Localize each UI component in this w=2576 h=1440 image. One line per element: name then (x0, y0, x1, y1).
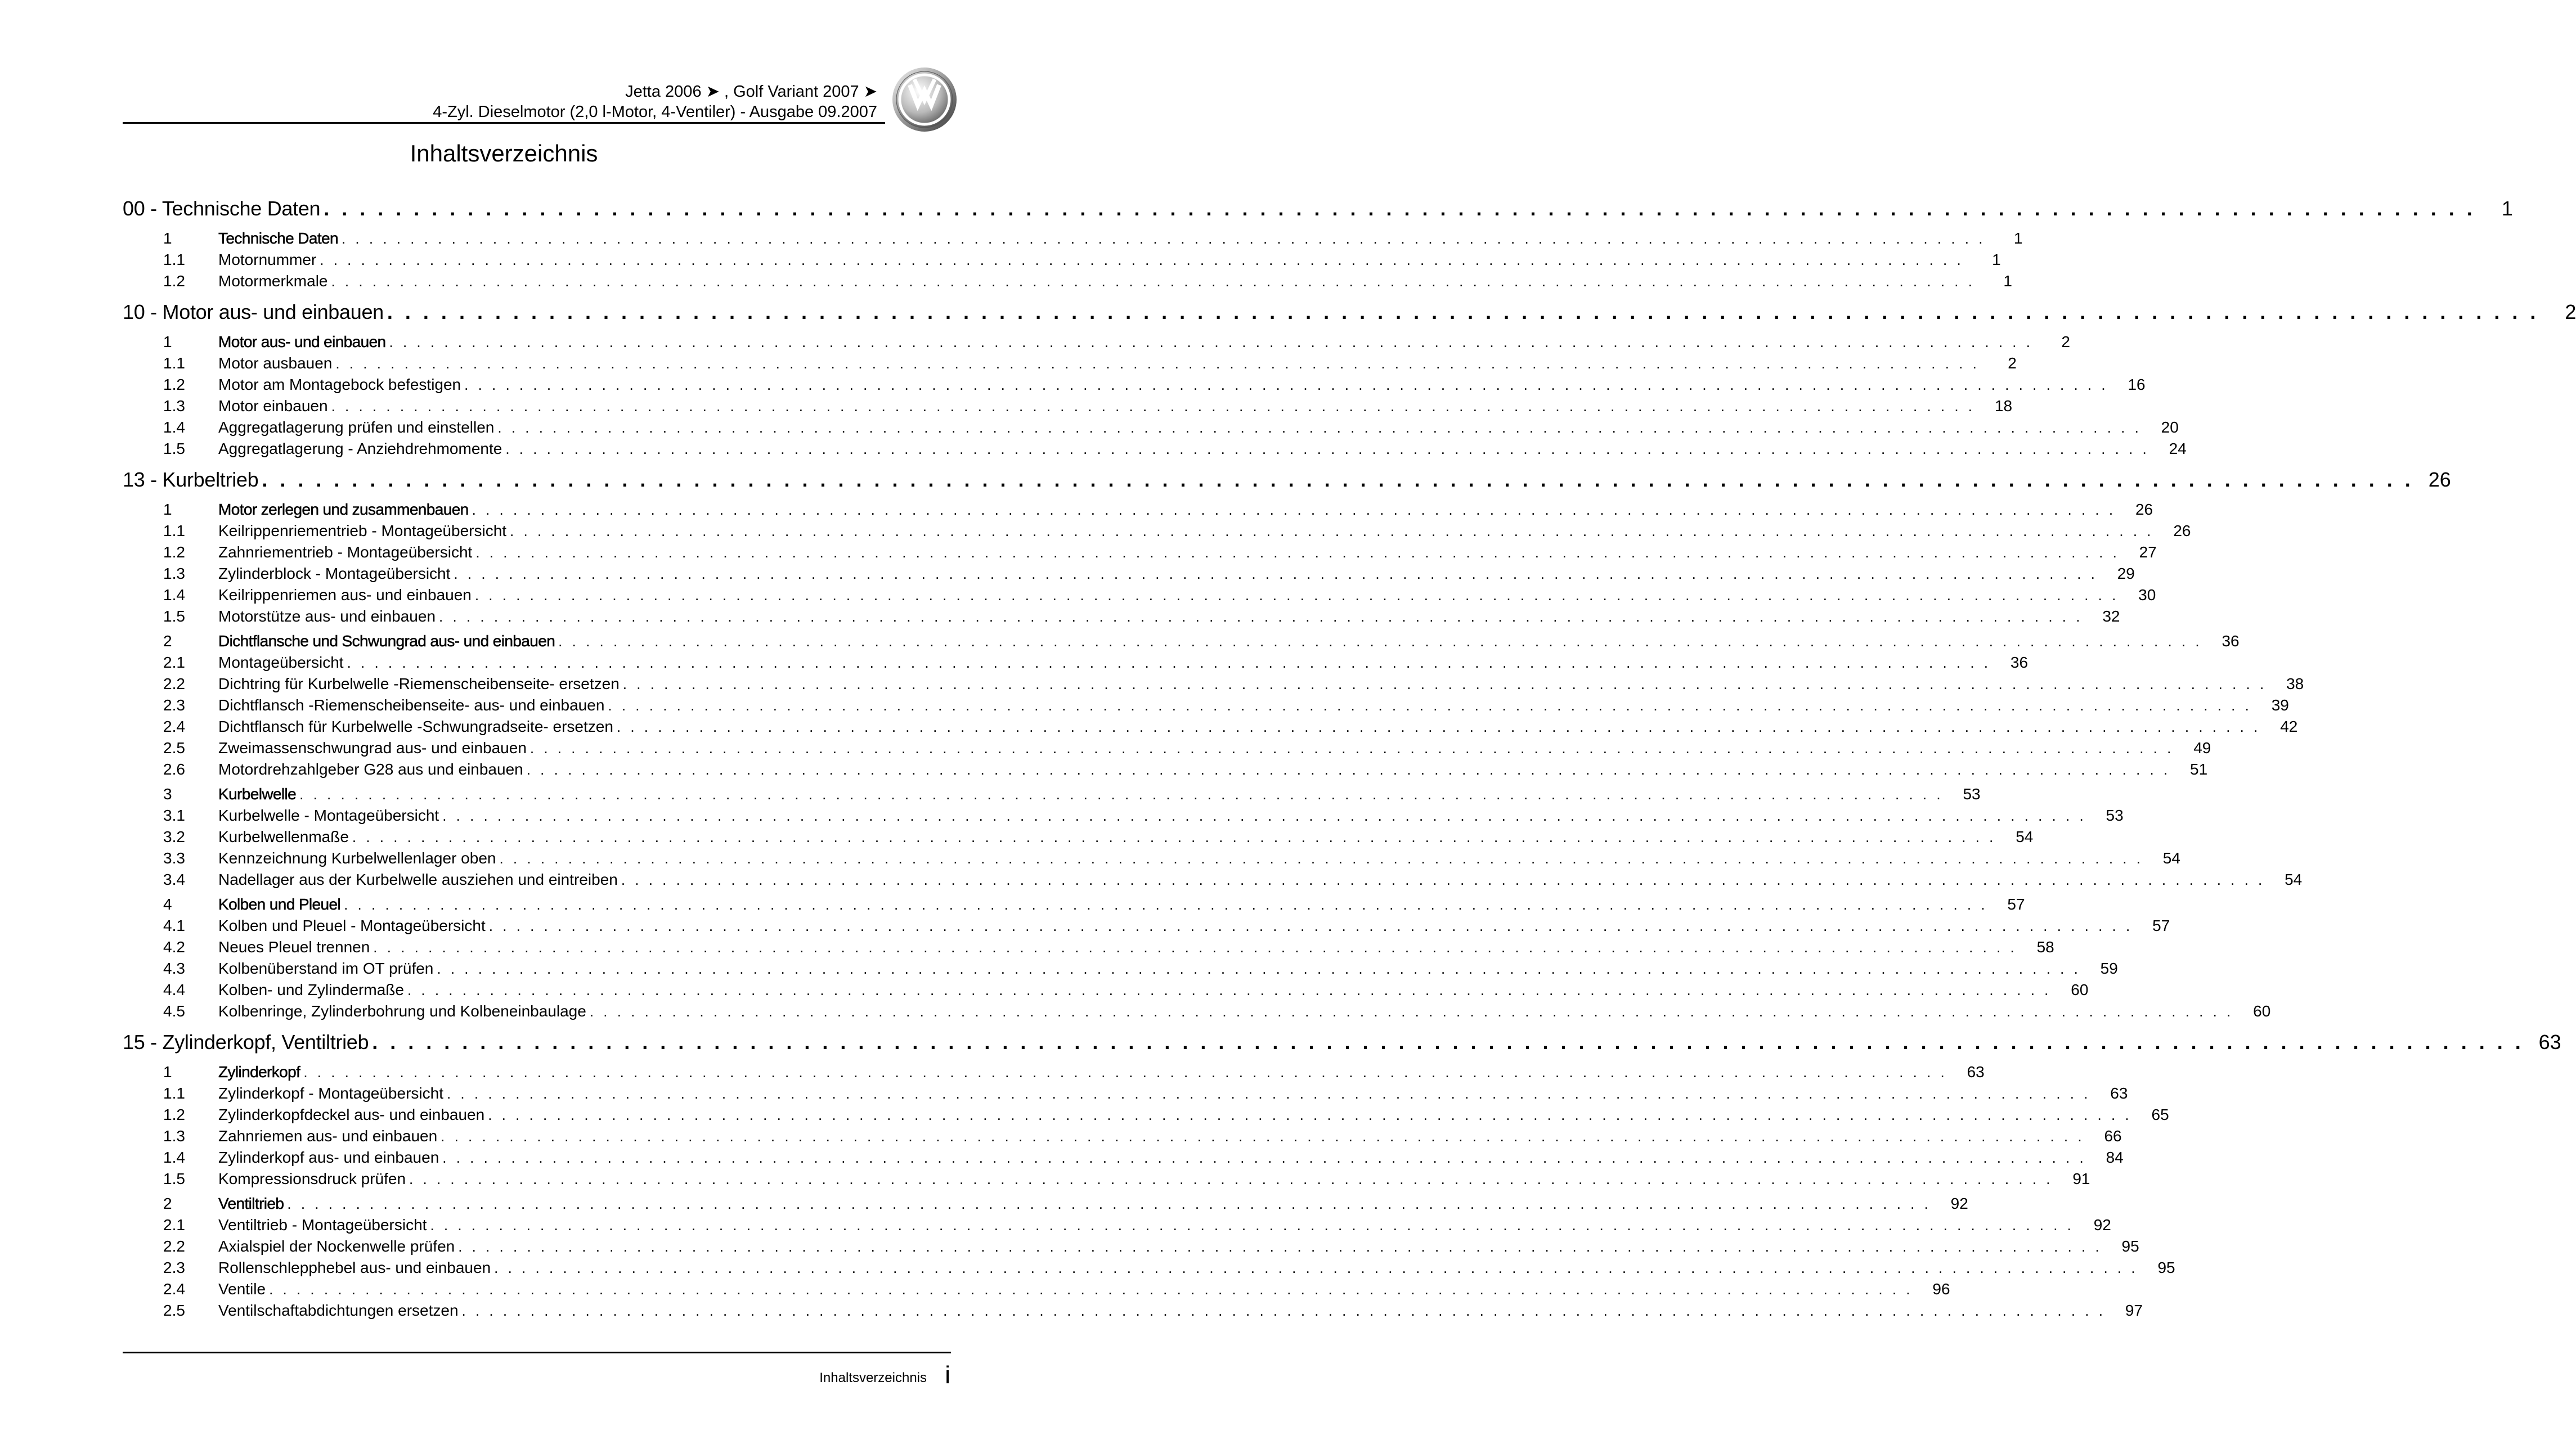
toc-entry-title: Kolben- und Zylindermaße (218, 981, 404, 998)
toc-entry[interactable] (123, 1216, 2111, 1238)
toc-dot-leader: . . . . . . . . . . . . . . . . . . . . . . . . . . . . . . . . . . . . . . . . . . . . . . . . . . . . . . . . . . . . . . . . . . . . . . . . . . . . . . . . . . . . . . . . . . . . . . . . . . . . . . . . . . . . . . . . . . . . . . . . (407, 982, 2052, 998)
toc-entry-number: 1.3 (163, 1127, 185, 1145)
toc-chapter-title: 15 - Zylinderkopf, Ventiltrieb (123, 1030, 369, 1054)
toc-entry-page: 92 (1950, 1195, 1968, 1212)
toc-dot-leader: . . . . . . . . . . . . . . . . . . . . . . . . . . . . . . . . . . . . . . . . . . . . . . . . . . . . . . . . . . . . . . . . . . . . . . . . . . . . . . . . . . . . . . . . . . . . . . . . . . . . . . . . . . . . . . . . . . . . . . . . (409, 1171, 2053, 1187)
toc-entry-page: 97 (2125, 1302, 2143, 1319)
toc-entry-title: Motor einbauen (218, 397, 328, 415)
footer-page-number: i (945, 1361, 950, 1389)
toc-entry-title: Keilrippenriementrieb - Montageübersicht (218, 522, 507, 539)
toc-entry-page: 65 (2151, 1106, 2169, 1123)
toc-entry-page: 1 (1992, 251, 2001, 268)
toc-entry-title: Axialspiel der Nockenwelle prüfen (218, 1238, 455, 1255)
toc-entry[interactable] (123, 251, 2001, 272)
toc-entry-page: 54 (2016, 828, 2034, 845)
toc-entry-title: Rollenschlepphebel aus- und einbauen (218, 1259, 491, 1276)
toc-entry-page: 24 (2169, 440, 2187, 457)
toc-dot-leader: . . . . . . . . . . . . . . . . . . . . . . . . . . . . . . . . . . . . . . . . . . . . . . . . . . . . . . . . . . . . . . . . . . . . . . . . . . . . . . . . . . . . . . . . . . . . . . . . . . . . . . . . . . . . . . . . . . . . . . . . (372, 1030, 2524, 1054)
toc-entry[interactable] (123, 1280, 1950, 1302)
toc-entry-title: Kennzeichnung Kurbelwellenlager oben (218, 849, 496, 867)
toc-entry-title: Ventilschaftabdichtungen ersetzen (218, 1302, 459, 1319)
toc-entry-title: Motordrehzahlgeber G28 aus und einbauen (218, 760, 523, 778)
toc-dot-leader: . . . . . . . . . . . . . . . . . . . . . . . . . . . . . . . . . . . . . . . . . . . . . . . . . . . . . . . . . . . . . . . . . . . . . . . . . . . . . . . . . . . . . . . . . . . . . . . . . . . . . . . . . . . . . . . . . . . . . . . . (352, 829, 1996, 845)
toc-entry[interactable] (123, 1238, 2139, 1259)
toc-entry-title: Nadellager aus der Kurbelwelle ausziehen und eintreiben (218, 871, 618, 888)
toc-entry-number: 2.3 (163, 1259, 185, 1276)
toc-entry-title: Zylinderkopfdeckel aus- und einbauen (218, 1106, 485, 1123)
toc-entry-page: 20 (2161, 418, 2179, 436)
toc-entry-number: 3.4 (163, 871, 185, 888)
toc-dot-leader: . . . . . . . . . . . . . . . . . . . . . . . . . . . . . . . . . . . . . . . . . . . . . . . . . . . . . . . . . . . . . . . . . . . . . . . . . . . . . . . . . . . . . . . . . . . . . . . . . . . . . . . . . . . . . . . . . . . . . . . . (347, 654, 1991, 671)
toc-entry-page: 38 (2286, 675, 2304, 692)
toc-entry[interactable] (123, 333, 2070, 354)
toc-entry-number: 2 (163, 1195, 172, 1212)
toc-entry[interactable] (123, 718, 2298, 739)
toc-entry-number: 1 (163, 1063, 172, 1081)
toc-entry-page: 2 (2061, 333, 2070, 350)
toc-entry-number: 1 (163, 230, 172, 247)
toc-chapter[interactable] (123, 1030, 2561, 1061)
toc-entry-title: Kompressionsdruck prüfen (218, 1170, 406, 1187)
toc-entry-page: 96 (1932, 1280, 1950, 1298)
toc-entry-number: 2.6 (163, 760, 185, 778)
toc-entry-page: 1 (2013, 230, 2023, 247)
toc-entry-title: Zylinderkopf aus- und einbauen (218, 1149, 439, 1166)
toc-dot-leader: . . . . . . . . . . . . . . . . . . . . . . . . . . . . . . . . . . . . . . . . . . . . . . . . . . . . . . . . . . . . . . . . . . . . . . . . . . . . . . . . . . . . . . . . . . . . . . . . . . . . . . . . . . . . . . . . . . . . . . . . (497, 419, 2142, 436)
toc-chapter-page: 63 (2538, 1030, 2561, 1054)
toc-entry-page: 1 (2003, 272, 2012, 290)
toc-entry-title: Montageübersicht (218, 654, 344, 671)
toc-entry-page: 51 (2190, 760, 2208, 778)
toc-entry[interactable] (123, 543, 2157, 565)
toc-entry-number: 4.5 (163, 1002, 185, 1020)
toc-entry-number: 2.5 (163, 1302, 185, 1319)
toc-entry-page: 54 (2285, 871, 2303, 888)
toc-entry-title: Zylinderkopf (218, 1063, 300, 1081)
toc-dot-leader: . . . . . . . . . . . . . . . . . . . . . . . . . . . . . . . . . . . . . . . . . . . . . . . . . . . . . . . . . . . . . . . . . . . . . . . . . . . . . . . . . . . . . . . . . . . . . . . . . . . . . . . . . . . . . . . . . . . . . . . . (488, 1106, 2132, 1123)
toc-chapter-page: 1 (2501, 197, 2513, 220)
toc-entry-title: Aggregatlagerung - Anziehdrehmomente (218, 440, 502, 457)
toc-entry-title: Aggregatlagerung prüfen und einstellen (218, 418, 495, 436)
toc-entry-page: 26 (2135, 501, 2153, 518)
toc-entry-number: 4.2 (163, 938, 185, 956)
toc-entry-number: 3.3 (163, 849, 185, 867)
toc-entry-title: Kolbenüberstand im OT prüfen (218, 960, 434, 977)
toc-entry-page: 84 (2106, 1149, 2124, 1166)
toc-entry-title: Kurbelwelle - Montageübersicht (218, 807, 439, 824)
toc-dot-leader: . . . . . . . . . . . . . . . . . . . . . . . . . . . . . . . . . . . . . . . . . . . . . . . . . . . . . . . . . . . . . . . . . . . . . . . . . . . . . . . . . . . . . . . . . . . . . . . . . . . . . . . . . . . . . . . . . . . . . . . . (344, 896, 1988, 913)
toc-entry-title: Kolben und Pleuel - Montageübersicht (218, 917, 486, 934)
toc-entry[interactable] (123, 828, 2034, 849)
toc-entry-page: 92 (2093, 1216, 2111, 1234)
toc-entry-title: Kolbenringe, Zylinderbohrung und Kolbeneinbaulage (218, 1002, 586, 1020)
toc-entry-number: 4.1 (163, 917, 185, 934)
toc-entry-title: Neues Pleuel trennen (218, 938, 370, 956)
toc-dot-leader: . . . . . . . . . . . . . . . . . . . . . . . . . . . . . . . . . . . . . . . . . . . . . . . . . . . . . . . . . . . . . . . . . . . . . . . . . . . . . . . . . . . . . . . . . . . . . . . . . . . . . . . . . . . . . . . . . . . . . . . . (616, 718, 2261, 735)
toc-entry-page: 27 (2139, 543, 2157, 561)
toc-dot-leader: . . . . . . . . . . . . . . . . . . . . . . . . . . . . . . . . . . . . . . . . . . . . . . . . . . . . . . . . . . . . . . . . . . . . . . . . . . . . . . . . . . . . . . . . . . . . . . . . . . . . . . . . . . . . . . . . . . . . . . . . (494, 1259, 2138, 1276)
toc-entry[interactable] (123, 1084, 2128, 1106)
toc-entry[interactable] (123, 785, 1981, 807)
toc-entry-number: 1.3 (163, 397, 185, 415)
toc-dot-leader: . . . . . . . . . . . . . . . . . . . . . . . . . . . . . . . . . . . . . . . . . . . . . . . . . . . . . . . . . . . . . . . . . . . . . . . . . . . . . . . . . . . . . . . . . . . . . . . . . . . . . . . . . . . . . . . . . . . . . . . . (389, 334, 2033, 350)
toc-entry-title: Motormerkmale (218, 272, 328, 290)
toc-entry-title: Motor am Montagebock befestigen (218, 376, 461, 393)
toc-entry-number: 1.3 (163, 565, 185, 582)
toc-entry-number: 2.1 (163, 1216, 185, 1234)
toc-entry[interactable] (123, 760, 2208, 782)
toc-entry-number: 3.1 (163, 807, 185, 824)
toc-entry[interactable] (123, 1063, 1985, 1084)
toc-entry-title: Motor zerlegen und zusammenbauen (218, 501, 469, 518)
toc-dot-leader: . . . . . . . . . . . . . . . . . . . . . . . . . . . . . . . . . . . . . . . . . . . . . . . . . . . . . . . . . . . . . . . . . . . . . . . . . . . . . . . . . . . . . . . . . . . . . . . . . . . . . . . . . . . . . . . . . . . . . . . . (442, 807, 2086, 824)
toc-entry-number: 1.1 (163, 354, 185, 372)
toc-entry-title: Dichtflansche und Schwungrad aus- und einbauen (218, 632, 555, 650)
toc-entry-page: 2 (2008, 354, 2017, 372)
toc-entry-page: 60 (2253, 1002, 2271, 1020)
page-title: Inhaltsverzeichnis (410, 140, 598, 166)
toc-entry-number: 2.5 (163, 739, 185, 757)
toc-entry-number: 2.4 (163, 718, 185, 735)
table-of-contents (123, 197, 2576, 1323)
toc-entry[interactable] (123, 654, 2029, 675)
toc-entry-page: 16 (2128, 376, 2146, 393)
toc-entry[interactable] (123, 917, 2170, 938)
toc-dot-leader: . . . . . . . . . . . . . . . . . . . . . . . . . . . . . . . . . . . . . . . . . . . . . . . . . . . . . . . . . . . . . . . . . . . . . . . . . . . . . . . . . . . . . . . . . . . . . . . . . . . . . . . . . . . . . . . . . . . . . . . . (472, 501, 2116, 518)
toc-chapter[interactable] (123, 300, 2576, 331)
toc-entry-number: 3.2 (163, 828, 185, 845)
toc-entry-title: Ventiltrieb - Montageübersicht (218, 1216, 427, 1234)
toc-entry[interactable] (123, 938, 2054, 960)
toc-entry-number: 2.2 (163, 675, 185, 692)
toc-entry-number: 1.5 (163, 608, 185, 625)
toc-entry[interactable] (123, 960, 2118, 981)
toc-entry[interactable] (123, 1002, 2271, 1024)
toc-entry[interactable] (123, 418, 2179, 440)
toc-entry-title: Kurbelwellenmaße (218, 828, 349, 845)
toc-dot-leader: . . . . . . . . . . . . . . . . . . . . . . . . . . . . . . . . . . . . . . . . . . . . . . . . . . . . . . . . . . . . . . . . . . . . . . . . . . . . . . . . . . . . . . . . . . . . . . . . . . . . . . . . . . . . . . . . . . . . . . . . (303, 1064, 1947, 1081)
toc-entry-title: Dichtflansch -Riemenscheibenseite- aus- und einbauen (218, 696, 605, 714)
toc-dot-leader: . . . . . . . . . . . . . . . . . . . . . . . . . . . . . . . . . . . . . . . . . . . . . . . . . . . . . . . . . . . . . . . . . . . . . . . . . . . . . . . . . . . . . . . . . . . . . . . . . . . . . . . . . . . . . . . . . . . . . . . . (287, 1195, 1931, 1212)
vw-logo-icon (891, 66, 958, 133)
toc-entry-number: 4.4 (163, 981, 185, 998)
toc-entry-number: 1 (163, 501, 172, 518)
toc-entry-number: 3 (163, 785, 172, 803)
toc-entry[interactable] (123, 1259, 2175, 1280)
toc-dot-leader: . . . . . . . . . . . . . . . . . . . . . . . . . . . . . . . . . . . . . . . . . . . . . . . . . . . . . . . . . . . . . . . . . . . . . . . . . . . . . . . . . . . . . . . . . . . . . . . . . . . . . . . . . . . . . . . . . . . . . . . . (526, 761, 2171, 778)
toc-dot-leader: . . . . . . . . . . . . . . . . . . . . . . . . . . . . . . . . . . . . . . . . . . . . . . . . . . . . . . . . . . . . . . . . . . . . . . . . . . . . . . . . . . . . . . . . . . . . . . . . . . . . . . . . . . . . . . . . . . . . . . . . (474, 587, 2119, 604)
toc-entry[interactable] (123, 440, 2187, 461)
toc-entry-number: 2.3 (163, 696, 185, 714)
toc-dot-leader: . . . . . . . . . . . . . . . . . . . . . . . . . . . . . . . . . . . . . . . . . . . . . . . . . . . . . . . . . . . . . . . . . . . . . . . . . . . . . . . . . . . . . . . . . . . . . . . . . . . . . . . . . . . . . . . . . . . . . . . . (454, 565, 2098, 582)
toc-dot-leader: . . . . . . . . . . . . . . . . . . . . . . . . . . . . . . . . . . . . . . . . . . . . . . . . . . . . . . . . . . . . . . . . . . . . . . . . . . . . . . . . . . . . . . . . . . . . . . . . . . . . . . . . . . . . . . . . . . . . . . . . (320, 251, 1964, 268)
toc-entry-page: 58 (2036, 938, 2054, 956)
toc-dot-leader: . . . . . . . . . . . . . . . . . . . . . . . . . . . . . . . . . . . . . . . . . . . . . . . . . . . . . . . . . . . . . . . . . . . . . . . . . . . . . . . . . . . . . . . . . . . . . . . . . . . . . . . . . . . . . . . . . . . . . . . . (341, 230, 1986, 247)
toc-entry[interactable] (123, 632, 2240, 654)
toc-entry-number: 1 (163, 333, 172, 350)
toc-entry-number: 1.2 (163, 376, 185, 393)
toc-entry-page: 95 (2157, 1259, 2175, 1276)
header-vehicles: Jetta 2006 ➤ , Golf Variant 2007 ➤ (625, 83, 877, 101)
toc-dot-leader: . . . . . . . . . . . . . . . . . . . . . . . . . . . . . . . . . . . . . . . . . . . . . . . . . . . . . . . . . . . . . . . . . . . . . . . . . . . . . . . . . . . . . . . . . . . . . . . . . . . . . . . . . . . . . . . . . . . . . . . . (558, 633, 2202, 650)
toc-entry-page: 54 (2162, 849, 2180, 867)
toc-entry-page: 57 (2152, 917, 2170, 934)
toc-entry-page: 95 (2121, 1238, 2139, 1255)
toc-entry[interactable] (123, 501, 2153, 522)
toc-entry-title: Zahnriemen aus- und einbauen (218, 1127, 438, 1145)
toc-entry-page: 63 (1967, 1063, 1985, 1081)
toc-entry-number: 2 (163, 632, 172, 650)
toc-entry[interactable] (123, 1127, 2122, 1149)
toc-entry[interactable] (123, 981, 2089, 1002)
toc-entry-number: 1.4 (163, 418, 185, 436)
toc-entry[interactable] (123, 608, 2120, 629)
toc-entry-number: 2.4 (163, 1280, 185, 1298)
toc-dot-leader: . . . . . . . . . . . . . . . . . . . . . . . . . . . . . . . . . . . . . . . . . . . . . . . . . . . . . . . . . . . . . . . . . . . . . . . . . . . . . . . . . . . . . . . . . . . . . . . . . . . . . . . . . . . . . . . . . . . . . . . . (299, 786, 1944, 803)
toc-chapter-title: 10 - Motor aus- und einbauen (123, 300, 384, 323)
toc-entry-page: 29 (2117, 565, 2135, 582)
toc-entry[interactable] (123, 354, 2017, 376)
toc-entry-page: 42 (2280, 718, 2298, 735)
toc-entry-number: 4.3 (163, 960, 185, 977)
toc-entry-page: 57 (2007, 896, 2025, 913)
toc-entry-title: Motorstütze aus- und einbauen (218, 608, 436, 625)
toc-dot-leader: . . . . . . . . . . . . . . . . . . . . . . . . . . . . . . . . . . . . . . . . . . . . . . . . . . . . . . . . . . . . . . . . . . . . . . . . . . . . . . . . . . . . . . . . . . . . . . . . . . . . . . . . . . . . . . . . . . . . . . . . (331, 273, 1975, 290)
toc-dot-leader: . . . . . . . . . . . . . . . . . . . . . . . . . . . . . . . . . . . . . . . . . . . . . . . . . . . . . . . . . . . . . . . . . . . . . . . . . . . . . . . . . . . . . . . . . . . . . . . . . . . . . . . . . . . . . . . . . . . . . . . . (324, 197, 2476, 220)
toc-dot-leader: . . . . . . . . . . . . . . . . . . . . . . . . . . . . . . . . . . . . . . . . . . . . . . . . . . . . . . . . . . . . . . . . . . . . . . . . . . . . . . . . . . . . . . . . . . . . . . . . . . . . . . . . . . . . . . . . . . . . . . . . (529, 740, 2174, 757)
toc-chapter-title: 13 - Kurbeltrieb (123, 468, 259, 491)
toc-entry-title: Ventiltrieb (218, 1195, 284, 1212)
toc-chapter-title: 00 - Technische Daten (123, 197, 321, 220)
toc-entry-number: 1.4 (163, 586, 185, 604)
toc-dot-leader: . . . . . . . . . . . . . . . . . . . . . . . . . . . . . . . . . . . . . . . . . . . . . . . . . . . . . . . . . . . . . . . . . . . . . . . . . . . . . . . . . . . . . . . . . . . . . . . . . . . . . . . . . . . . . . . . . . . . . . . . (621, 871, 2265, 888)
toc-entry[interactable] (123, 896, 2025, 917)
toc-entry[interactable] (123, 871, 2303, 892)
toc-dot-leader: . . . . . . . . . . . . . . . . . . . . . . . . . . . . . . . . . . . . . . . . . . . . . . . . . . . . . . . . . . . . . . . . . . . . . . . . . . . . . . . . . . . . . . . . . . . . . . . . . . . . . . . . . . . . . . . . . . . . . . . . (608, 697, 2252, 714)
toc-entry-title: Zylinderkopf - Montageübersicht (218, 1084, 443, 1102)
toc-entry[interactable] (123, 1106, 2169, 1127)
toc-chapter-page: 2 (2565, 300, 2576, 323)
toc-entry-page: 60 (2071, 981, 2089, 998)
toc-entry-number: 1.4 (163, 1149, 185, 1166)
toc-entry[interactable] (123, 1170, 2090, 1191)
toc-entry-number: 2.1 (163, 654, 185, 671)
toc-entry-page: 53 (1963, 785, 1981, 803)
toc-entry[interactable] (123, 807, 2124, 828)
toc-entry-page: 63 (2110, 1084, 2128, 1102)
toc-entry-title: Zylinderblock - Montageübersicht (218, 565, 451, 582)
toc-entry-page: 30 (2138, 586, 2156, 604)
toc-entry-title: Motornummer (218, 251, 317, 268)
toc-entry[interactable] (123, 1149, 2124, 1170)
toc-dot-leader: . . . . . . . . . . . . . . . . . . . . . . . . . . . . . . . . . . . . . . . . . . . . . . . . . . . . . . . . . . . . . . . . . . . . . . . . . . . . . . . . . . . . . . . . . . . . . . . . . . . . . . . . . . . . . . . . . . . . . . . . (262, 468, 2414, 491)
toc-dot-leader: . . . . . . . . . . . . . . . . . . . . . . . . . . . . . . . . . . . . . . . . . . . . . . . . . . . . . . . . . . . . . . . . . . . . . . . . . . . . . . . . . . . . . . . . . . . . . . . . . . . . . . . . . . . . . . . . . . . . . . . . (622, 676, 2267, 692)
toc-entry[interactable] (123, 522, 2191, 543)
toc-entry-number: 1.1 (163, 522, 185, 539)
toc-entry-title: Kurbelwelle (218, 785, 297, 803)
toc-dot-leader: . . . . . . . . . . . . . . . . . . . . . . . . . . . . . . . . . . . . . . . . . . . . . . . . . . . . . . . . . . . . . . . . . . . . . . . . . . . . . . . . . . . . . . . . . . . . . . . . . . . . . . . . . . . . . . . . . . . . . . . . (458, 1238, 2102, 1255)
toc-entry-number: 1.2 (163, 1106, 185, 1123)
toc-entry-page: 91 (2072, 1170, 2090, 1187)
toc-entry[interactable] (123, 696, 2289, 718)
toc-entry-number: 4 (163, 896, 172, 913)
toc-dot-leader: . . . . . . . . . . . . . . . . . . . . . . . . . . . . . . . . . . . . . . . . . . . . . . . . . . . . . . . . . . . . . . . . . . . . . . . . . . . . . . . . . . . . . . . . . . . . . . . . . . . . . . . . . . . . . . . . . . . . . . . . (335, 355, 1980, 372)
toc-dot-leader: . . . . . . . . . . . . . . . . . . . . . . . . . . . . . . . . . . . . . . . . . . . . . . . . . . . . . . . . . . . . . . . . . . . . . . . . . . . . . . . . . . . . . . . . . . . . . . . . . . . . . . . . . . . . . . . . . . . . . . . . (387, 300, 2539, 323)
toc-dot-leader: . . . . . . . . . . . . . . . . . . . . . . . . . . . . . . . . . . . . . . . . . . . . . . . . . . . . . . . . . . . . . . . . . . . . . . . . . . . . . . . . . . . . . . . . . . . . . . . . . . . . . . . . . . . . . . . . . . . . . . . . (373, 939, 2017, 956)
toc-dot-leader: . . . . . . . . . . . . . . . . . . . . . . . . . . . . . . . . . . . . . . . . . . . . . . . . . . . . . . . . . . . . . . . . . . . . . . . . . . . . . . . . . . . . . . . . . . . . . . . . . . . . . . . . . . . . . . . . . . . . . . . . (488, 917, 2133, 934)
toc-entry-number: 1.2 (163, 272, 185, 290)
toc-entry-page: 59 (2100, 960, 2118, 977)
toc-dot-leader: . . . . . . . . . . . . . . . . . . . . . . . . . . . . . . . . . . . . . . . . . . . . . . . . . . . . . . . . . . . . . . . . . . . . . . . . . . . . . . . . . . . . . . . . . . . . . . . . . . . . . . . . . . . . . . . . . . . . . . . . (461, 1302, 2106, 1319)
toc-entry-page: 53 (2106, 807, 2124, 824)
toc-entry-page: 36 (2010, 654, 2029, 671)
toc-entry-title: Dichtring für Kurbelwelle -Riemenscheibenseite- ersetzen (218, 675, 620, 692)
toc-dot-leader: . . . . . . . . . . . . . . . . . . . . . . . . . . . . . . . . . . . . . . . . . . . . . . . . . . . . . . . . . . . . . . . . . . . . . . . . . . . . . . . . . . . . . . . . . . . . . . . . . . . . . . . . . . . . . . . . . . . . . . . . (331, 398, 1976, 415)
toc-entry-page: 18 (1994, 397, 2013, 415)
toc-entry[interactable] (123, 739, 2211, 760)
toc-entry-page: 49 (2193, 739, 2211, 757)
toc-entry-title: Dichtflansch für Kurbelwelle -Schwungradseite- ersetzen (218, 718, 613, 735)
toc-entry-title: Zahnriementrieb - Montageübersicht (218, 543, 473, 561)
toc-chapter-page: 26 (2428, 468, 2451, 491)
toc-entry[interactable] (123, 849, 2180, 871)
toc-entry-title: Technische Daten (218, 230, 338, 247)
toc-entry-title: Motor ausbauen (218, 354, 333, 372)
toc-entry-title: Zweimassenschwungrad aus- und einbauen (218, 739, 527, 757)
toc-entry[interactable] (123, 1302, 2143, 1323)
toc-entry-number: 1.5 (163, 440, 185, 457)
toc-chapter[interactable] (123, 468, 2451, 498)
toc-entry[interactable] (123, 565, 2135, 586)
toc-dot-leader: . . . . . . . . . . . . . . . . . . . . . . . . . . . . . . . . . . . . . . . . . . . . . . . . . . . . . . . . . . . . . . . . . . . . . . . . . . . . . . . . . . . . . . . . . . . . . . . . . . . . . . . . . . . . . . . . . . . . . . . . (464, 376, 2108, 393)
toc-entry-title: Ventile (218, 1280, 266, 1298)
toc-entry-number: 1.1 (163, 251, 185, 268)
footer-rule (123, 1352, 951, 1353)
header-rule (123, 122, 885, 124)
toc-dot-leader: . . . . . . . . . . . . . . . . . . . . . . . . . . . . . . . . . . . . . . . . . . . . . . . . . . . . . . . . . . . . . . . . . . . . . . . . . . . . . . . . . . . . . . . . . . . . . . . . . . . . . . . . . . . . . . . . . . . . . . . . (475, 544, 2120, 561)
toc-dot-leader: . . . . . . . . . . . . . . . . . . . . . . . . . . . . . . . . . . . . . . . . . . . . . . . . . . . . . . . . . . . . . . . . . . . . . . . . . . . . . . . . . . . . . . . . . . . . . . . . . . . . . . . . . . . . . . . . . . . . . . . . (441, 1128, 2085, 1145)
toc-entry-page: 36 (2222, 632, 2240, 650)
toc-dot-leader: . . . . . . . . . . . . . . . . . . . . . . . . . . . . . . . . . . . . . . . . . . . . . . . . . . . . . . . . . . . . . . . . . . . . . . . . . . . . . . . . . . . . . . . . . . . . . . . . . . . . . . . . . . . . . . . . . . . . . . . . (446, 1085, 2091, 1102)
header-engine: 4-Zyl. Dieselmotor (2,0 l-Motor, 4-Ventiler) - Ausgabe 09.2007 (433, 103, 877, 121)
toc-entry-page: 39 (2271, 696, 2289, 714)
toc-dot-leader: . . . . . . . . . . . . . . . . . . . . . . . . . . . . . . . . . . . . . . . . . . . . . . . . . . . . . . . . . . . . . . . . . . . . . . . . . . . . . . . . . . . . . . . . . . . . . . . . . . . . . . . . . . . . . . . . . . . . . . . . (437, 960, 2081, 977)
toc-entry-page: 26 (2173, 522, 2191, 539)
toc-dot-leader: . . . . . . . . . . . . . . . . . . . . . . . . . . . . . . . . . . . . . . . . . . . . . . . . . . . . . . . . . . . . . . . . . . . . . . . . . . . . . . . . . . . . . . . . . . . . . . . . . . . . . . . . . . . . . . . . . . . . . . . . (505, 440, 2149, 457)
toc-dot-leader: . . . . . . . . . . . . . . . . . . . . . . . . . . . . . . . . . . . . . . . . . . . . . . . . . . . . . . . . . . . . . . . . . . . . . . . . . . . . . . . . . . . . . . . . . . . . . . . . . . . . . . . . . . . . . . . . . . . . . . . . (499, 850, 2143, 867)
footer-section-title: Inhaltsverzeichnis (819, 1370, 927, 1385)
toc-entry-title: Kolben und Pleuel (218, 896, 341, 913)
toc-dot-leader: . . . . . . . . . . . . . . . . . . . . . . . . . . . . . . . . . . . . . . . . . . . . . . . . . . . . . . . . . . . . . . . . . . . . . . . . . . . . . . . . . . . . . . . . . . . . . . . . . . . . . . . . . . . . . . . . . . . . . . . . (442, 1149, 2086, 1166)
toc-dot-leader: . . . . . . . . . . . . . . . . . . . . . . . . . . . . . . . . . . . . . . . . . . . . . . . . . . . . . . . . . . . . . . . . . . . . . . . . . . . . . . . . . . . . . . . . . . . . . . . . . . . . . . . . . . . . . . . . . . . . . . . . (439, 608, 2083, 625)
toc-dot-leader: . . . . . . . . . . . . . . . . . . . . . . . . . . . . . . . . . . . . . . . . . . . . . . . . . . . . . . . . . . . . . . . . . . . . . . . . . . . . . . . . . . . . . . . . . . . . . . . . . . . . . . . . . . . . . . . . . . . . . . . . (269, 1281, 1913, 1298)
toc-chapter[interactable] (123, 197, 2513, 227)
toc-entry[interactable] (123, 675, 2304, 696)
toc-dot-leader: . . . . . . . . . . . . . . . . . . . . . . . . . . . . . . . . . . . . . . . . . . . . . . . . . . . . . . . . . . . . . . . . . . . . . . . . . . . . . . . . . . . . . . . . . . . . . . . . . . . . . . . . . . . . . . . . . . . . . . . . (589, 1003, 2234, 1020)
toc-entry[interactable] (123, 397, 2013, 418)
toc-entry[interactable] (123, 230, 2023, 251)
toc-entry-page: 32 (2102, 608, 2120, 625)
toc-entry-title: Motor aus- und einbauen (218, 333, 386, 350)
toc-entry[interactable] (123, 376, 2146, 397)
toc-entry-number: 2.2 (163, 1238, 185, 1255)
toc-entry[interactable] (123, 272, 2012, 294)
toc-dot-leader: . . . . . . . . . . . . . . . . . . . . . . . . . . . . . . . . . . . . . . . . . . . . . . . . . . . . . . . . . . . . . . . . . . . . . . . . . . . . . . . . . . . . . . . . . . . . . . . . . . . . . . . . . . . . . . . . . . . . . . . . (430, 1217, 2074, 1234)
toc-entry-number: 1.1 (163, 1084, 185, 1102)
toc-entry-number: 1.5 (163, 1170, 185, 1187)
toc-dot-leader: . . . . . . . . . . . . . . . . . . . . . . . . . . . . . . . . . . . . . . . . . . . . . . . . . . . . . . . . . . . . . . . . . . . . . . . . . . . . . . . . . . . . . . . . . . . . . . . . . . . . . . . . . . . . . . . . . . . . . . . . (510, 523, 2154, 539)
toc-entry[interactable] (123, 586, 2156, 608)
toc-entry-number: 1.2 (163, 543, 185, 561)
toc-entry-page: 66 (2104, 1127, 2122, 1145)
toc-entry[interactable] (123, 1195, 1968, 1216)
toc-entry-title: Keilrippenriemen aus- und einbauen (218, 586, 472, 604)
